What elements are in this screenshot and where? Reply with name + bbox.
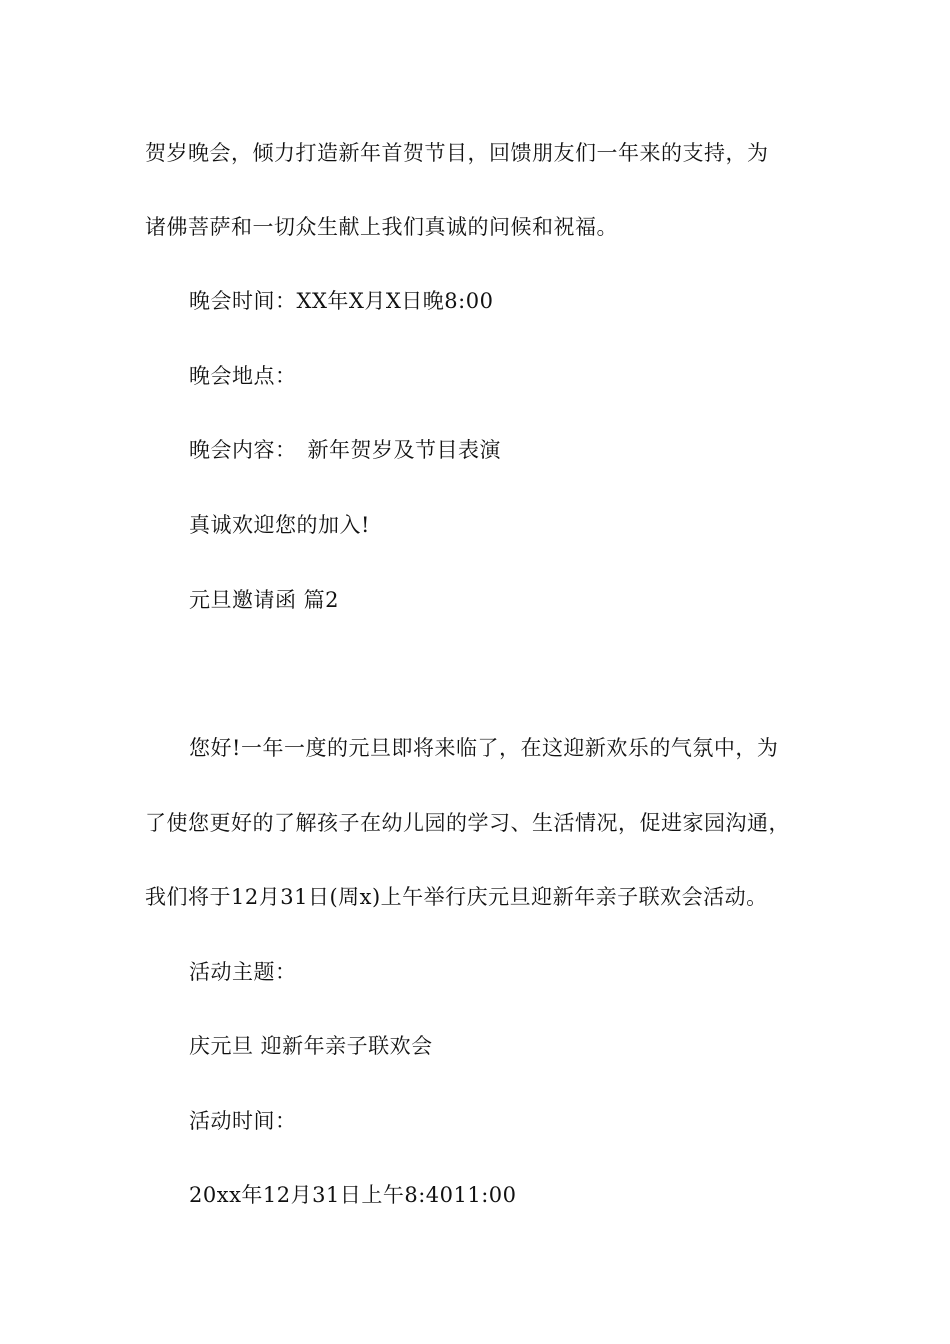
activity-theme-value: 庆元旦 迎新年亲子联欢会	[189, 1034, 433, 1058]
activity-time-value: 20xx年12月31日上午8:4011:00	[189, 1183, 517, 1207]
paragraph-line: 您好!一年一度的元旦即将来临了，在这迎新欢乐的气氛中，为	[189, 736, 779, 760]
event-content-line: 晚会内容： 新年贺岁及节目表演	[189, 438, 501, 462]
activity-theme-label: 活动主题：	[189, 960, 297, 984]
paragraph-line: 贺岁晚会，倾力打造新年首贺节目，回馈朋友们一年来的支持，为	[145, 141, 769, 165]
event-location-line: 晚会地点：	[189, 364, 297, 388]
paragraph-line: 我们将于12月31日(周x)上午举行庆元旦迎新年亲子联欢会活动。	[145, 885, 768, 909]
event-time-line: 晚会时间：XX年X月X日晚8:00	[189, 289, 494, 313]
paragraph-line: 了使您更好的了解孩子在幼儿园的学习、生活情况，促进家园沟通，	[145, 811, 790, 835]
paragraph-line: 诸佛菩萨和一切众生献上我们真诚的问候和祝福。	[145, 215, 618, 239]
welcome-line: 真诚欢迎您的加入!	[189, 513, 370, 537]
activity-time-label: 活动时间：	[189, 1109, 297, 1133]
section-heading: 元旦邀请函 篇2	[189, 588, 340, 612]
